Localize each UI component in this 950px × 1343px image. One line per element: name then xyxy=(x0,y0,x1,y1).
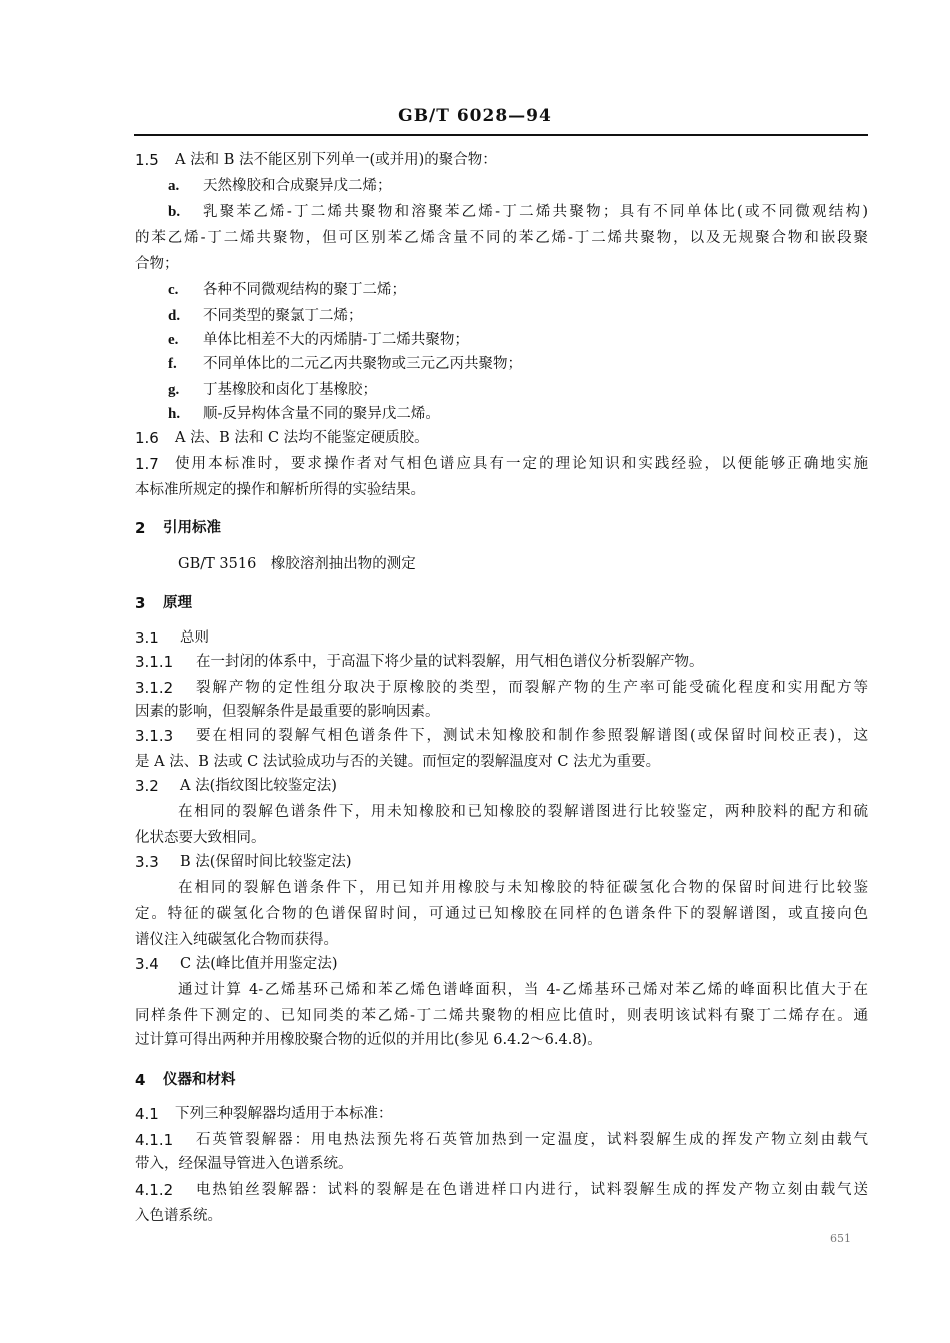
text-line: 入色谱系统。 xyxy=(135,1208,222,1224)
text-line: 在相同的裂解色谱条件下，用未知橡胶和已知橡胶的裂解谱图进行比较鉴定，两种胶料的配方和硫 xyxy=(178,804,868,820)
clause-number: 4.1.1 xyxy=(135,1131,174,1149)
text-line: GB/T 3516 橡胶溶剂抽出物的测定 xyxy=(178,556,416,572)
text-line: C 法(峰比值并用鉴定法) xyxy=(180,956,338,972)
text-line: 在一封闭的体系中，于高温下将少量的试料裂解，用气相色谱仪分析裂解产物。 xyxy=(196,654,704,670)
text-line: 乳聚苯乙烯-丁二烯共聚物和溶聚苯乙烯-丁二烯共聚物；具有不同单体比(或不同微观结构) xyxy=(203,204,868,220)
clause-number: c. xyxy=(168,282,179,298)
section-heading: 引用标准 xyxy=(163,520,221,536)
clause-number: 3.1 xyxy=(135,629,159,647)
text-line: 石英管裂解器：用电热法预先将石英管加热到一定温度，试料裂解生成的挥发产物立刻由载气 xyxy=(196,1132,868,1148)
text-line: 带入，经保温导管进入色谱系统。 xyxy=(135,1156,353,1172)
text-line: 裂解产物的定性组分取决于原橡胶的类型，而裂解产物的生产率可能受硫化程度和实用配方等 xyxy=(196,680,868,696)
header-rule xyxy=(134,134,868,136)
text-line: 合物； xyxy=(135,256,179,272)
text-line: 因素的影响，但裂解条件是最重要的影响因素。 xyxy=(135,704,440,720)
text-line: A 法和 B 法不能区别下列单一(或并用)的聚合物： xyxy=(175,152,497,168)
text-line: 下列三种裂解器均适用于本标准： xyxy=(175,1106,393,1122)
clause-number: 4.1.2 xyxy=(135,1181,174,1199)
text-line: 化状态要大致相同。 xyxy=(135,830,266,846)
standard-number-header: GB/T 6028—94 xyxy=(398,106,552,126)
clause-number: 1.5 xyxy=(135,151,159,169)
clause-number: 3.1.1 xyxy=(135,653,174,671)
clause-number: a. xyxy=(168,178,180,194)
clause-number: 3 xyxy=(135,594,146,612)
text-line: 谱仪注入纯碳氢化合物而获得。 xyxy=(135,932,338,948)
clause-number: 1.6 xyxy=(135,429,159,447)
clause-number: 3.2 xyxy=(135,777,159,795)
text-line: A 法、B 法和 C 法均不能鉴定硬质胶。 xyxy=(175,430,429,446)
text-line: 总则 xyxy=(180,630,209,646)
clause-number: e. xyxy=(168,332,179,348)
text-line: 使用本标准时，要求操作者对气相色谱应具有一定的理论知识和实践经验，以便能够正确地实施 xyxy=(175,456,868,472)
text-line: 不同单体比的二元乙丙共聚物或三元乙丙共聚物； xyxy=(203,356,522,372)
text-line: 通过计算 4-乙烯基环己烯和苯乙烯色谱峰面积，当 4-乙烯基环己烯对苯乙烯的峰面积比值大于在 xyxy=(178,982,868,998)
clause-number: 3.1.3 xyxy=(135,727,174,745)
clause-number: h. xyxy=(168,406,181,422)
section-heading: 仪器和材料 xyxy=(163,1072,236,1088)
text-line: 同样条件下测定的、已知同类的苯乙烯-丁二烯共聚物的相应比值时，则表明该试料有聚丁二烯存在。通 xyxy=(135,1008,868,1024)
clause-number: f. xyxy=(168,356,177,372)
clause-number: 3.4 xyxy=(135,955,159,973)
text-line: 顺-反异构体含量不同的聚异戊二烯。 xyxy=(203,406,440,422)
clause-number: b. xyxy=(168,204,181,220)
text-line: 定。特征的碳氢化合物的色谱保留时间，可通过已知橡胶在同样的色谱条件下的裂解谱图，或直接向色 xyxy=(135,906,868,922)
clause-number: 3.1.2 xyxy=(135,679,174,697)
text-line: 电热铂丝裂解器：试料的裂解是在色谱进样口内进行，试料裂解生成的挥发产物立刻由载气送 xyxy=(196,1182,868,1198)
text-line: 不同类型的聚氯丁二烯； xyxy=(203,308,363,324)
clause-number: 2 xyxy=(135,519,146,537)
clause-number: d. xyxy=(168,308,181,324)
section-heading: 原理 xyxy=(163,595,192,611)
text-line: 是 A 法、B 法或 C 法试验成功与否的关键。而恒定的裂解温度对 C 法尤为重要。 xyxy=(135,754,661,770)
text-line: 各种不同微观结构的聚丁二烯； xyxy=(203,282,406,298)
clause-number: g. xyxy=(168,382,180,398)
text-line: 在相同的裂解色谱条件下，用已知并用橡胶与未知橡胶的特征碳氢化合物的保留时间进行比较鉴 xyxy=(178,880,868,896)
page-number: 651 xyxy=(830,1232,851,1245)
text-line: 要在相同的裂解气相色谱条件下，测试未知橡胶和制作参照裂解谱图(或保留时间校正表)，这 xyxy=(196,728,868,744)
text-line: 过计算可得出两种并用橡胶聚合物的近似的并用比(参见 6.4.2～6.4.8)。 xyxy=(135,1032,602,1048)
clause-number: 1.7 xyxy=(135,455,159,473)
text-line: B 法(保留时间比较鉴定法) xyxy=(180,854,352,870)
text-line: 丁基橡胶和卤化丁基橡胶； xyxy=(203,382,377,398)
text-line: 的苯乙烯-丁二烯共聚物，但可区别苯乙烯含量不同的苯乙烯-丁二烯共聚物，以及无规聚合物和嵌段聚 xyxy=(135,230,868,246)
text-line: A 法(指纹图比较鉴定法) xyxy=(180,778,337,794)
text-line: 本标准所规定的操作和解析所得的实验结果。 xyxy=(135,482,425,498)
text-line: 单体比相差不大的丙烯腈-丁二烯共聚物； xyxy=(203,332,469,348)
text-line: 天然橡胶和合成聚异戊二烯； xyxy=(203,178,392,194)
clause-number: 4.1 xyxy=(135,1105,159,1123)
clause-number: 4 xyxy=(135,1071,146,1089)
clause-number: 3.3 xyxy=(135,853,159,871)
